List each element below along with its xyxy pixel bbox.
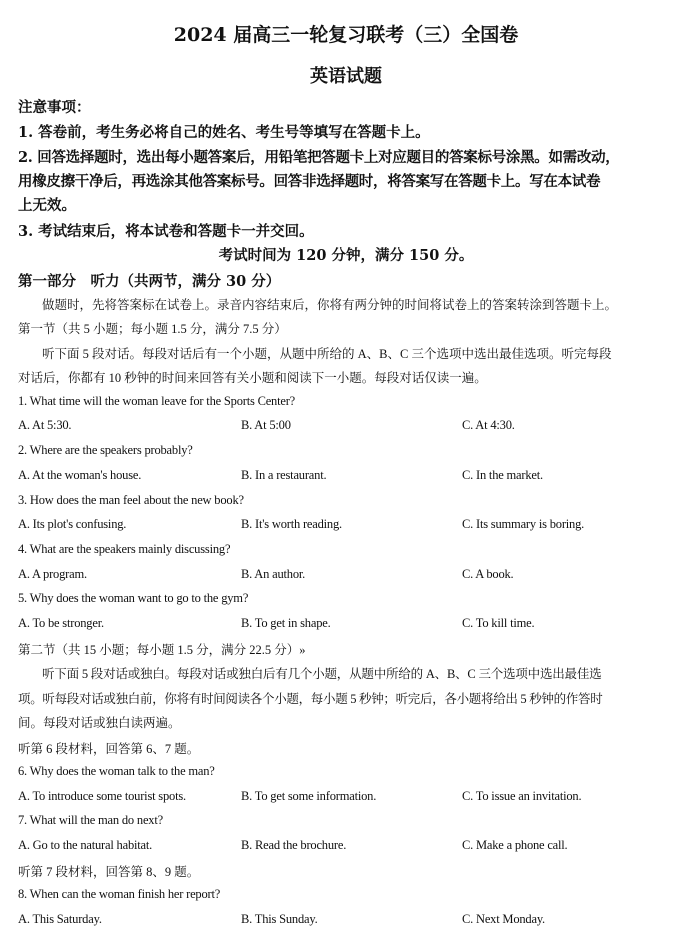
question-7: 7. What will the man do next? bbox=[18, 813, 163, 827]
question-6-option-b: B. To get some information. bbox=[241, 789, 377, 803]
question-3-option-b: B. It's worth reading. bbox=[241, 517, 342, 531]
exam-title: 2024 届高三一轮复习联考（三）全国卷 bbox=[173, 24, 519, 46]
exam-time: 考试时间为 120 分钟，满分 150 分。 bbox=[218, 247, 474, 264]
section1-instruction-line-1: 听下面 5 段对话。每段对话后有一个小题，从题中所给的 A、B、C 三个选项中选出最佳选项。听完每段 bbox=[42, 347, 612, 361]
question-1-option-c: C. At 4:30. bbox=[462, 418, 515, 432]
question-4: 4. What are the speakers mainly discussing? bbox=[18, 542, 231, 556]
question-4-option-c: C. A book. bbox=[462, 567, 514, 581]
question-8-option-c: C. Next Monday. bbox=[462, 912, 545, 926]
section1-instruction-line-2: 对话后，你都有 10 秒钟的时间来回答有关小题和阅读下一小题。每段对话仅读一遍。 bbox=[18, 371, 487, 385]
question-5-option-c: C. To kill time. bbox=[462, 616, 535, 630]
question-4-option-a: A. A program. bbox=[18, 567, 87, 581]
part1-instruction: 做题时，先将答案标在试卷上。录音内容结束后，你将有两分钟的时间将试卷上的答案转涂到答题卡上。 bbox=[42, 298, 618, 312]
part1-heading: 第一部分 听力（共两节，满分 30 分） bbox=[18, 273, 281, 290]
section2-instruction-line-2: 项。听每段对话或独白前，你将有时间阅读各个小题，每小题 5 秒钟；听完后，各小题将给出 5 秒钟的作答时 bbox=[18, 692, 603, 706]
section2-heading: 第二节（共 15 小题；每小题 1.5 分，满分 22.5 分）» bbox=[18, 643, 306, 657]
question-6-option-c: C. To issue an invitation. bbox=[462, 789, 582, 803]
question-1-option-a: A. At 5:30. bbox=[18, 418, 72, 432]
question-1-option-b: B. At 5:00 bbox=[241, 418, 291, 432]
question-2-option-a: A. At the woman's house. bbox=[18, 468, 142, 482]
question-8: 8. When can the woman finish her report? bbox=[18, 887, 221, 901]
notes-item-2-line-3: 上无效。 bbox=[18, 197, 76, 214]
question-2: 2. Where are the speakers probably? bbox=[18, 443, 193, 457]
material-6-heading: 听第 6 段材料，回答第 6、7 题。 bbox=[18, 742, 200, 756]
question-2-option-c: C. In the market. bbox=[462, 468, 543, 482]
section2-instruction-line-1: 听下面 5 段对话或独白。每段对话或独白后有几个小题，从题中所给的 A、B、C 三个选项中选出最佳选 bbox=[42, 667, 602, 681]
question-7-option-a: A. Go to the natural habitat. bbox=[18, 838, 153, 852]
question-7-option-c: C. Make a phone call. bbox=[462, 838, 568, 852]
section1-heading: 第一节（共 5 小题；每小题 1.5 分，满分 7.5 分） bbox=[18, 322, 287, 336]
exam-subtitle: 英语试题 bbox=[310, 66, 382, 87]
question-8-option-b: B. This Sunday. bbox=[241, 912, 318, 926]
question-3: 3. How does the man feel about the new book? bbox=[18, 493, 244, 507]
question-8-option-a: A. This Saturday. bbox=[18, 912, 102, 926]
question-3-option-a: A. Its plot's confusing. bbox=[18, 517, 127, 531]
question-6-option-a: A. To introduce some tourist spots. bbox=[18, 789, 186, 803]
notes-heading: 注意事项： bbox=[18, 99, 91, 116]
notes-item-3: 3. 考试结束后，将本试卷和答题卡一并交回。 bbox=[18, 223, 314, 240]
notes-item-2-line-1: 2. 回答选择题时，选出每小题答案后，用铅笔把答题卡上对应题目的答案标号涂黑。如需改动， bbox=[18, 149, 620, 166]
question-2-option-b: B. In a restaurant. bbox=[241, 468, 327, 482]
material-7-heading: 听第 7 段材料，回答第 8、9 题。 bbox=[18, 865, 200, 879]
section2-instruction-line-3: 间。每段对话或独白读两遍。 bbox=[18, 716, 181, 730]
question-7-option-b: B. Read the brochure. bbox=[241, 838, 347, 852]
question-5: 5. Why does the woman want to go to the gym? bbox=[18, 591, 249, 605]
question-3-option-c: C. Its summary is boring. bbox=[462, 517, 585, 531]
question-6: 6. Why does the woman talk to the man? bbox=[18, 764, 215, 778]
notes-item-2-line-2: 用橡皮擦干净后，再选涂其他答案标号。回答非选择题时，将答案写在答题卡上。写在本试卷 bbox=[18, 173, 601, 190]
notes-item-1: 1. 答卷前，考生务必将自己的姓名、考生号等填写在答题卡上。 bbox=[18, 124, 430, 141]
question-1: 1. What time will the woman leave for the Sports Center? bbox=[18, 394, 296, 408]
question-5-option-b: B. To get in shape. bbox=[241, 616, 331, 630]
question-5-option-a: A. To be stronger. bbox=[18, 616, 104, 630]
question-4-option-b: B. An author. bbox=[241, 567, 306, 581]
